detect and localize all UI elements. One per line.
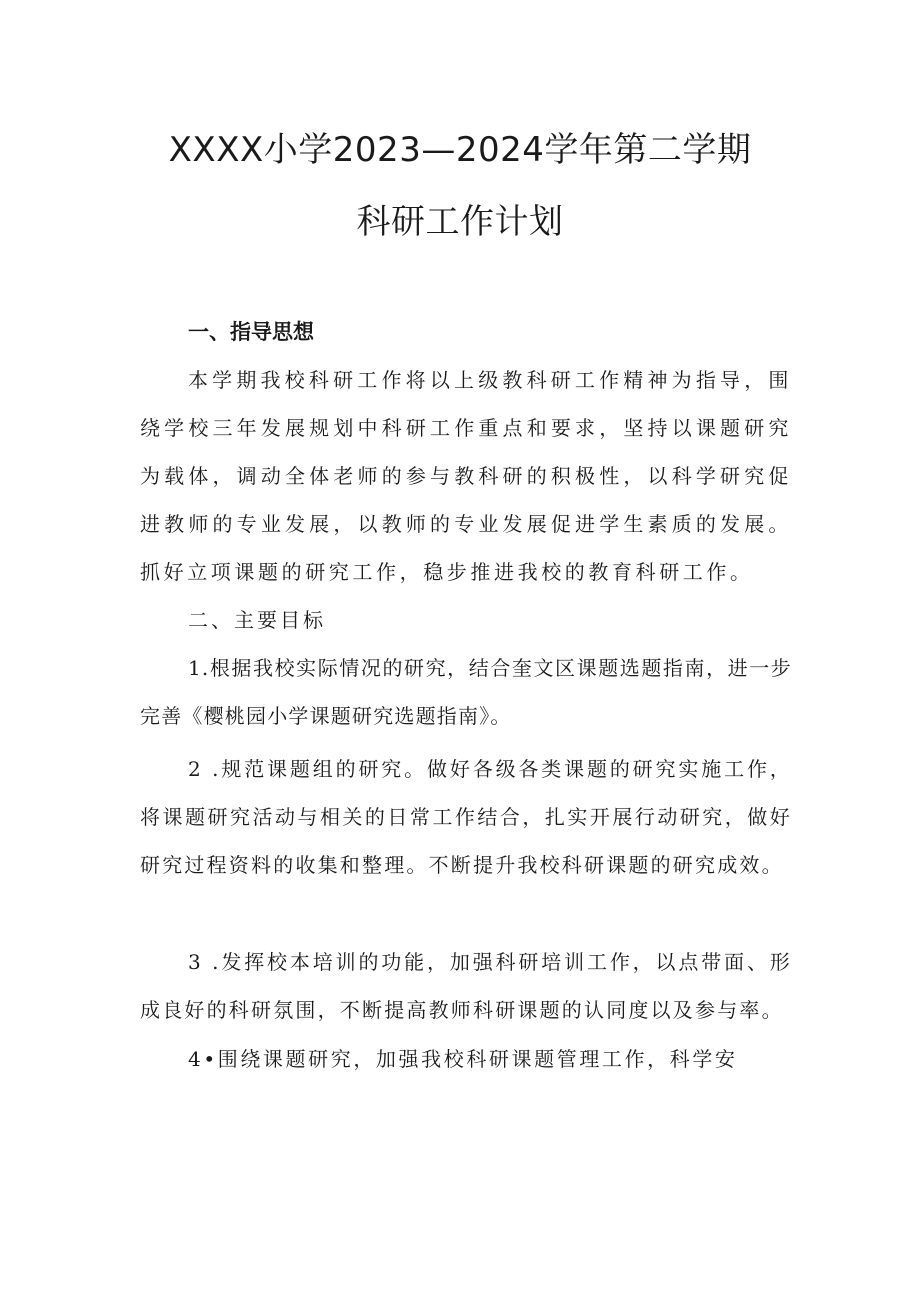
section1-heading: 一、指导思想 xyxy=(188,320,314,344)
document-title-line2: 科研工作计划 xyxy=(356,202,564,242)
section2-heading: 二、主要目标 xyxy=(188,608,326,632)
goal-3-paragraph: 3 .发挥校本培训的功能，加强科研培训工作，以点带面、形成良好的科研氛围，不断提高教师科研课题的认同度以及参与率。 xyxy=(140,950,792,1022)
goal-1-paragraph: 1.根据我校实际情况的研究，结合奎文区课题选题指南，进一步完善《樱桃园小学课题研究选题指南》。 xyxy=(140,656,792,728)
goal-2-paragraph: 2 .规范课题组的研究。做好各级各类课题的研究实施工作，将课题研究活动与相关的日常工作结合，扎实开展行动研究，做好研究过程资料的收集和整理。不断提升我校科研课题的研究成效。 xyxy=(140,757,792,877)
section1-paragraph: 本学期我校科研工作将以上级教科研工作精神为指导，围绕学校三年发展规划中科研工作重点和要求，坚持以课题研究为载体，调动全体老师的参与教科研的积极性，以科学研究促进教师的专业发展，以教师的专业发展促进学生素质的发展。抓好立项课题的研究工作，稳步推进我校的教育科研工作。 xyxy=(140,368,792,584)
document-title-line1: XXXX小学2023—2024学年第二学期 xyxy=(168,130,752,170)
goal-4-paragraph: 4•围绕课题研究，加强我校科研课题管理工作，科学安 xyxy=(188,1047,738,1071)
